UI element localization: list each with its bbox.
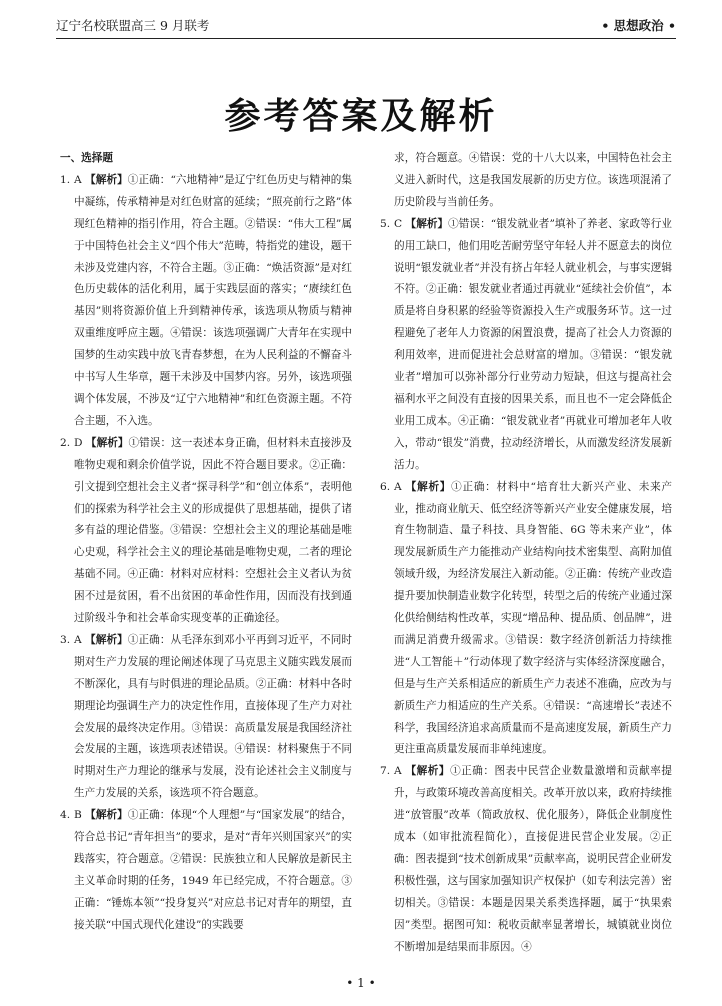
item-number: 5.: [380, 217, 391, 230]
answer-item-5: [380, 214, 672, 477]
item-text: ①正确：“六地精神”是辽宁红色历史与精神的集中凝练，传承精神是对红色财富的延续；“照亮前行之路”体现红色精神的指引作用，符合主题。②错误：“伟大工程”属于中国特色社会主义“四个伟大”范畴，特指党的建设，题干未涉及党建内容，不符合主题。③正确：“焕活资源”是对红色历史载体的活化利用，属于实践层面的落实；“赓续红色基因”则将资源价值上升到精神传承，该选项从物质与精神双重维度呼应主题。④错误：该选项强调广大青年在实现中国梦的生动实践中放飞青春梦想，在为人民利益的不懈奋斗中书写人生华章，题干未涉及中国梦内容。另外，该选项强调个体发展，不涉及“辽宁六地精神”和红色资源主题。不符合主题，不入选。: [74, 173, 353, 427]
answer-item-3: [60, 630, 352, 805]
item-text: ①正确：材料中“培育壮大新兴产业、未来产业，推动商业航天、低空经济等新兴产业安全健康发展，培育生物制造、量子科技、具身智能、6G 等未来产业”，体现发展新质生产力能推动产业结构向技术密集型、高附加值领域升级，为经济发展注入新动能。②正确：传统产业改造提升要加快制造业数字化转型，转型之后的传统产业通过深化供给侧结构性改革，实现“增品种、提品质、创品牌”，进而满足消费升级需求。③错误：数字经济创新活力持续推进“人工智能＋”行动体现了数字经济与实体经济深度融合，但是与生产关系相适应的新质生产力表述不准确，应改为与新质生产力相适应的生产关系。④错误：“高速增长”表述不科学，我国经济追求高质量而不是高速度发展，新质生产力更注重高质量发展而非单纯速度。: [394, 480, 672, 756]
item-text: ①错误：“银发就业者”填补了养老、家政等行业的用工缺口，他们用吃苦耐劳坚守年轻人并不愿意去的岗位说明“银发就业者”并没有挤占年轻人就业机会，与事实逻辑不符。②正确：银发就业者通过再就业“延续社会价值”，本质是将自身积累的经验等资源投入生产或服务环节。这一过程避免了老年人力资源的闲置浪费，提高了社会人力资源的利用效率，进而促进社会总财富的增加。③错误：“银发就业者”增加可以弥补部分行业劳动力短缺，但这与提高社会福利水平之间没有直接的因果关系，而且也不一定会降低企业用工成本。④正确：“银发就业者”再就业可增加老年人收入，带动“银发”消费，拉动经济增长，从而激发经济发展新活力。: [394, 217, 672, 471]
item-answer: C: [394, 217, 403, 230]
item-answer: A: [74, 633, 82, 646]
item-answer: D: [74, 436, 83, 449]
answer-item-1: [60, 170, 352, 433]
left-column: [60, 148, 352, 937]
item-text: ①正确：从毛泽东到邓小平再到习近平，不同时期对生产力发展的理论阐述体现了马克思主义随实践发展而不断深化，具有与时俱进的理论品质。②正确：材料中各时期理论均强调生产力的决定性作用，直接体现了生产力对社会发展的最终决定作用。③错误：高质量发展是我国经济社会发展的主题，该选项表述错误。④错误：材料聚焦于不同时期对生产力理论的继承与发展，没有论述社会主义制度与生产力发展的关系，该选项不符合题意。: [74, 633, 352, 800]
item-number: 1.: [60, 173, 71, 186]
item-answer: A: [74, 173, 82, 186]
item-text: ①正确：体现“个人理想”与“国家发展”的结合，符合总书记“青年担当”的要求，是对“青年兴则国家兴”的实践落实，符合题意。②错误：民族独立和人民解放是新民主主义革命时期的任务，1949 年已经完成，不符合题意。③正确：“锤炼本领”“投身复兴”对应总书记对青年的期望，直接关联“中国式现代化建设”的实践要: [74, 809, 353, 931]
page-header: [56, 12, 676, 36]
item-number: 2.: [60, 436, 71, 449]
item-answer: A: [394, 765, 402, 778]
item-text: ①错误：这一表述本身正确，但材料未直接涉及唯物史观和剩余价值学说，因此不符合题目要求。②正确：引文提到空想社会主义者“探寻科学”和“创立体系”，表明他们的探索为科学社会主义的形成提供了思想基础，提供了诸多有益的理论借鉴。③错误：空想社会主义的理论基础是唯心史观，科学社会主义的理论基础是唯物史观，二者的理论基础不同。④正确：材料对应材料：空想社会主义者认为贫困不过是贫困，看不出贫困的革命性作用，因而没有找到通过阶级斗争和社会革命实现变革的正确途径。: [74, 436, 353, 625]
answer-item-6: [380, 477, 672, 762]
analysis-tag: 【解析】: [405, 480, 452, 493]
item-number: 4.: [60, 809, 71, 822]
item-number: 7.: [380, 765, 391, 778]
header-subject: • 思想政治 •: [601, 18, 676, 33]
analysis-tag: 【解析】: [405, 217, 449, 230]
analysis-tag: 【解析】: [85, 809, 128, 822]
answer-item-2: [60, 433, 352, 630]
section-heading: 一、选择题: [60, 152, 113, 164]
analysis-tag: 【解析】: [85, 436, 129, 449]
header-exam-name: 辽宁名校联盟高三 9 月联考: [56, 18, 210, 33]
page-number: • 1 •: [346, 976, 376, 990]
item-text: 求，符合题意。④错误：党的十八大以来，中国特色社会主义进入新时代，这是我国发展新的历史方位。该选项混淆了历史阶段与当前任务。: [394, 152, 672, 208]
item-answer: A: [394, 480, 402, 493]
item-number: 3.: [60, 633, 71, 646]
header-rule: [56, 38, 676, 39]
right-column: [380, 148, 672, 959]
answer-item-7: [380, 761, 672, 958]
item-number: 6.: [380, 480, 391, 493]
document-title: 参考答案及解析: [224, 96, 498, 137]
item-text: ①正确：图表中民营企业数量激增和贡献率提升，与政策环境改善高度相关。改革开放以来，政府持续推进“放管服”改革（简政放权、优化服务），降低企业制度性成本（如审批流程简化），直接促进民营企业发展。②正确：图表提到“技术创新成果”贡献率高，说明民营企业研发积极性强，这与国家加强知识产权保护（如专利法完善）密切相关。③错误：本题是因果关系类选择题，属于“执果索因”类型。据图可知：税收贡献率显著增长，城镇就业岗位不断增加是结果而非原因。④: [394, 765, 673, 953]
analysis-tag: 【解析】: [85, 633, 128, 646]
analysis-tag: 【解析】: [85, 173, 128, 186]
analysis-tag: 【解析】: [405, 765, 451, 778]
answer-item-4-continued: [380, 148, 672, 214]
item-answer: B: [74, 809, 82, 822]
answer-item-4: [60, 805, 352, 936]
